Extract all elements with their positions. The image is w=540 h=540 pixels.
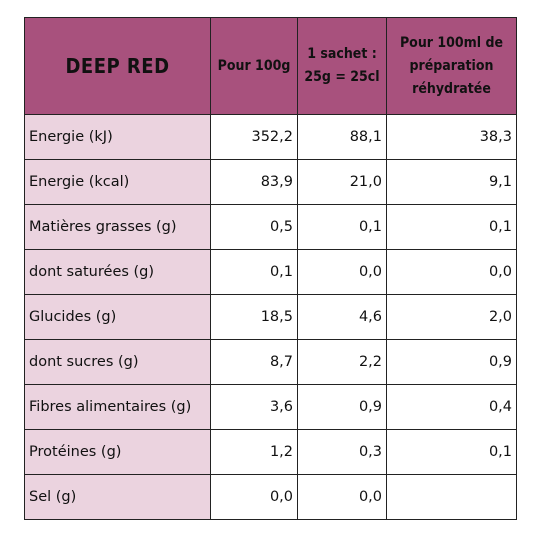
value-per-100g: 18,5	[211, 295, 298, 340]
value-per-100g: 83,9	[211, 160, 298, 205]
row-label: Fibres alimentaires (g)	[25, 385, 211, 430]
value-per-100g: 8,7	[211, 340, 298, 385]
value-per-sachet: 2,2	[298, 340, 387, 385]
value-per-sachet: 0,9	[298, 385, 387, 430]
value-per-100ml: 9,1	[387, 160, 517, 205]
value-per-100ml	[387, 475, 517, 520]
value-per-sachet: 21,0	[298, 160, 387, 205]
table-row	[25, 205, 517, 250]
value-per-sachet: 4,6	[298, 295, 387, 340]
value-per-100ml: 38,3	[387, 115, 517, 160]
row-label: Glucides (g)	[25, 295, 211, 340]
value-per-100g: 1,2	[211, 430, 298, 475]
value-per-100g: 3,6	[211, 385, 298, 430]
nutrition-table-container	[24, 17, 517, 520]
table-row	[25, 295, 517, 340]
value-per-sachet: 0,3	[298, 430, 387, 475]
row-label: dont sucres (g)	[25, 340, 211, 385]
table-row	[25, 115, 517, 160]
header-row	[25, 18, 517, 115]
value-per-100g: 0,5	[211, 205, 298, 250]
table-row	[25, 430, 517, 475]
value-per-sachet: 88,1	[298, 115, 387, 160]
per-sachet-header: 1 sachet : 25g = 25cl	[298, 18, 387, 115]
value-per-100ml: 0,1	[387, 430, 517, 475]
value-per-100g: 0,1	[211, 250, 298, 295]
table-row	[25, 475, 517, 520]
value-per-sachet: 0,1	[298, 205, 387, 250]
value-per-100ml: 0,4	[387, 385, 517, 430]
value-per-sachet: 0,0	[298, 250, 387, 295]
row-label: Energie (kJ)	[25, 115, 211, 160]
row-label: Matières grasses (g)	[25, 205, 211, 250]
value-per-100ml: 0,9	[387, 340, 517, 385]
table-row	[25, 340, 517, 385]
row-label: Sel (g)	[25, 475, 211, 520]
table-row	[25, 160, 517, 205]
value-per-100g: 0,0	[211, 475, 298, 520]
row-label: dont saturées (g)	[25, 250, 211, 295]
value-per-sachet: 0,0	[298, 475, 387, 520]
nutrition-table	[24, 17, 517, 520]
row-label: Protéines (g)	[25, 430, 211, 475]
value-per-100ml: 0,1	[387, 205, 517, 250]
per-100ml-header: Pour 100ml de préparation réhydratée	[387, 18, 517, 115]
value-per-100ml: 0,0	[387, 250, 517, 295]
per-100g-header: Pour 100g	[211, 18, 298, 115]
row-label: Energie (kcal)	[25, 160, 211, 205]
value-per-100ml: 2,0	[387, 295, 517, 340]
value-per-100g: 352,2	[211, 115, 298, 160]
product-name-header: DEEP RED	[25, 18, 211, 115]
table-row	[25, 250, 517, 295]
table-row	[25, 385, 517, 430]
